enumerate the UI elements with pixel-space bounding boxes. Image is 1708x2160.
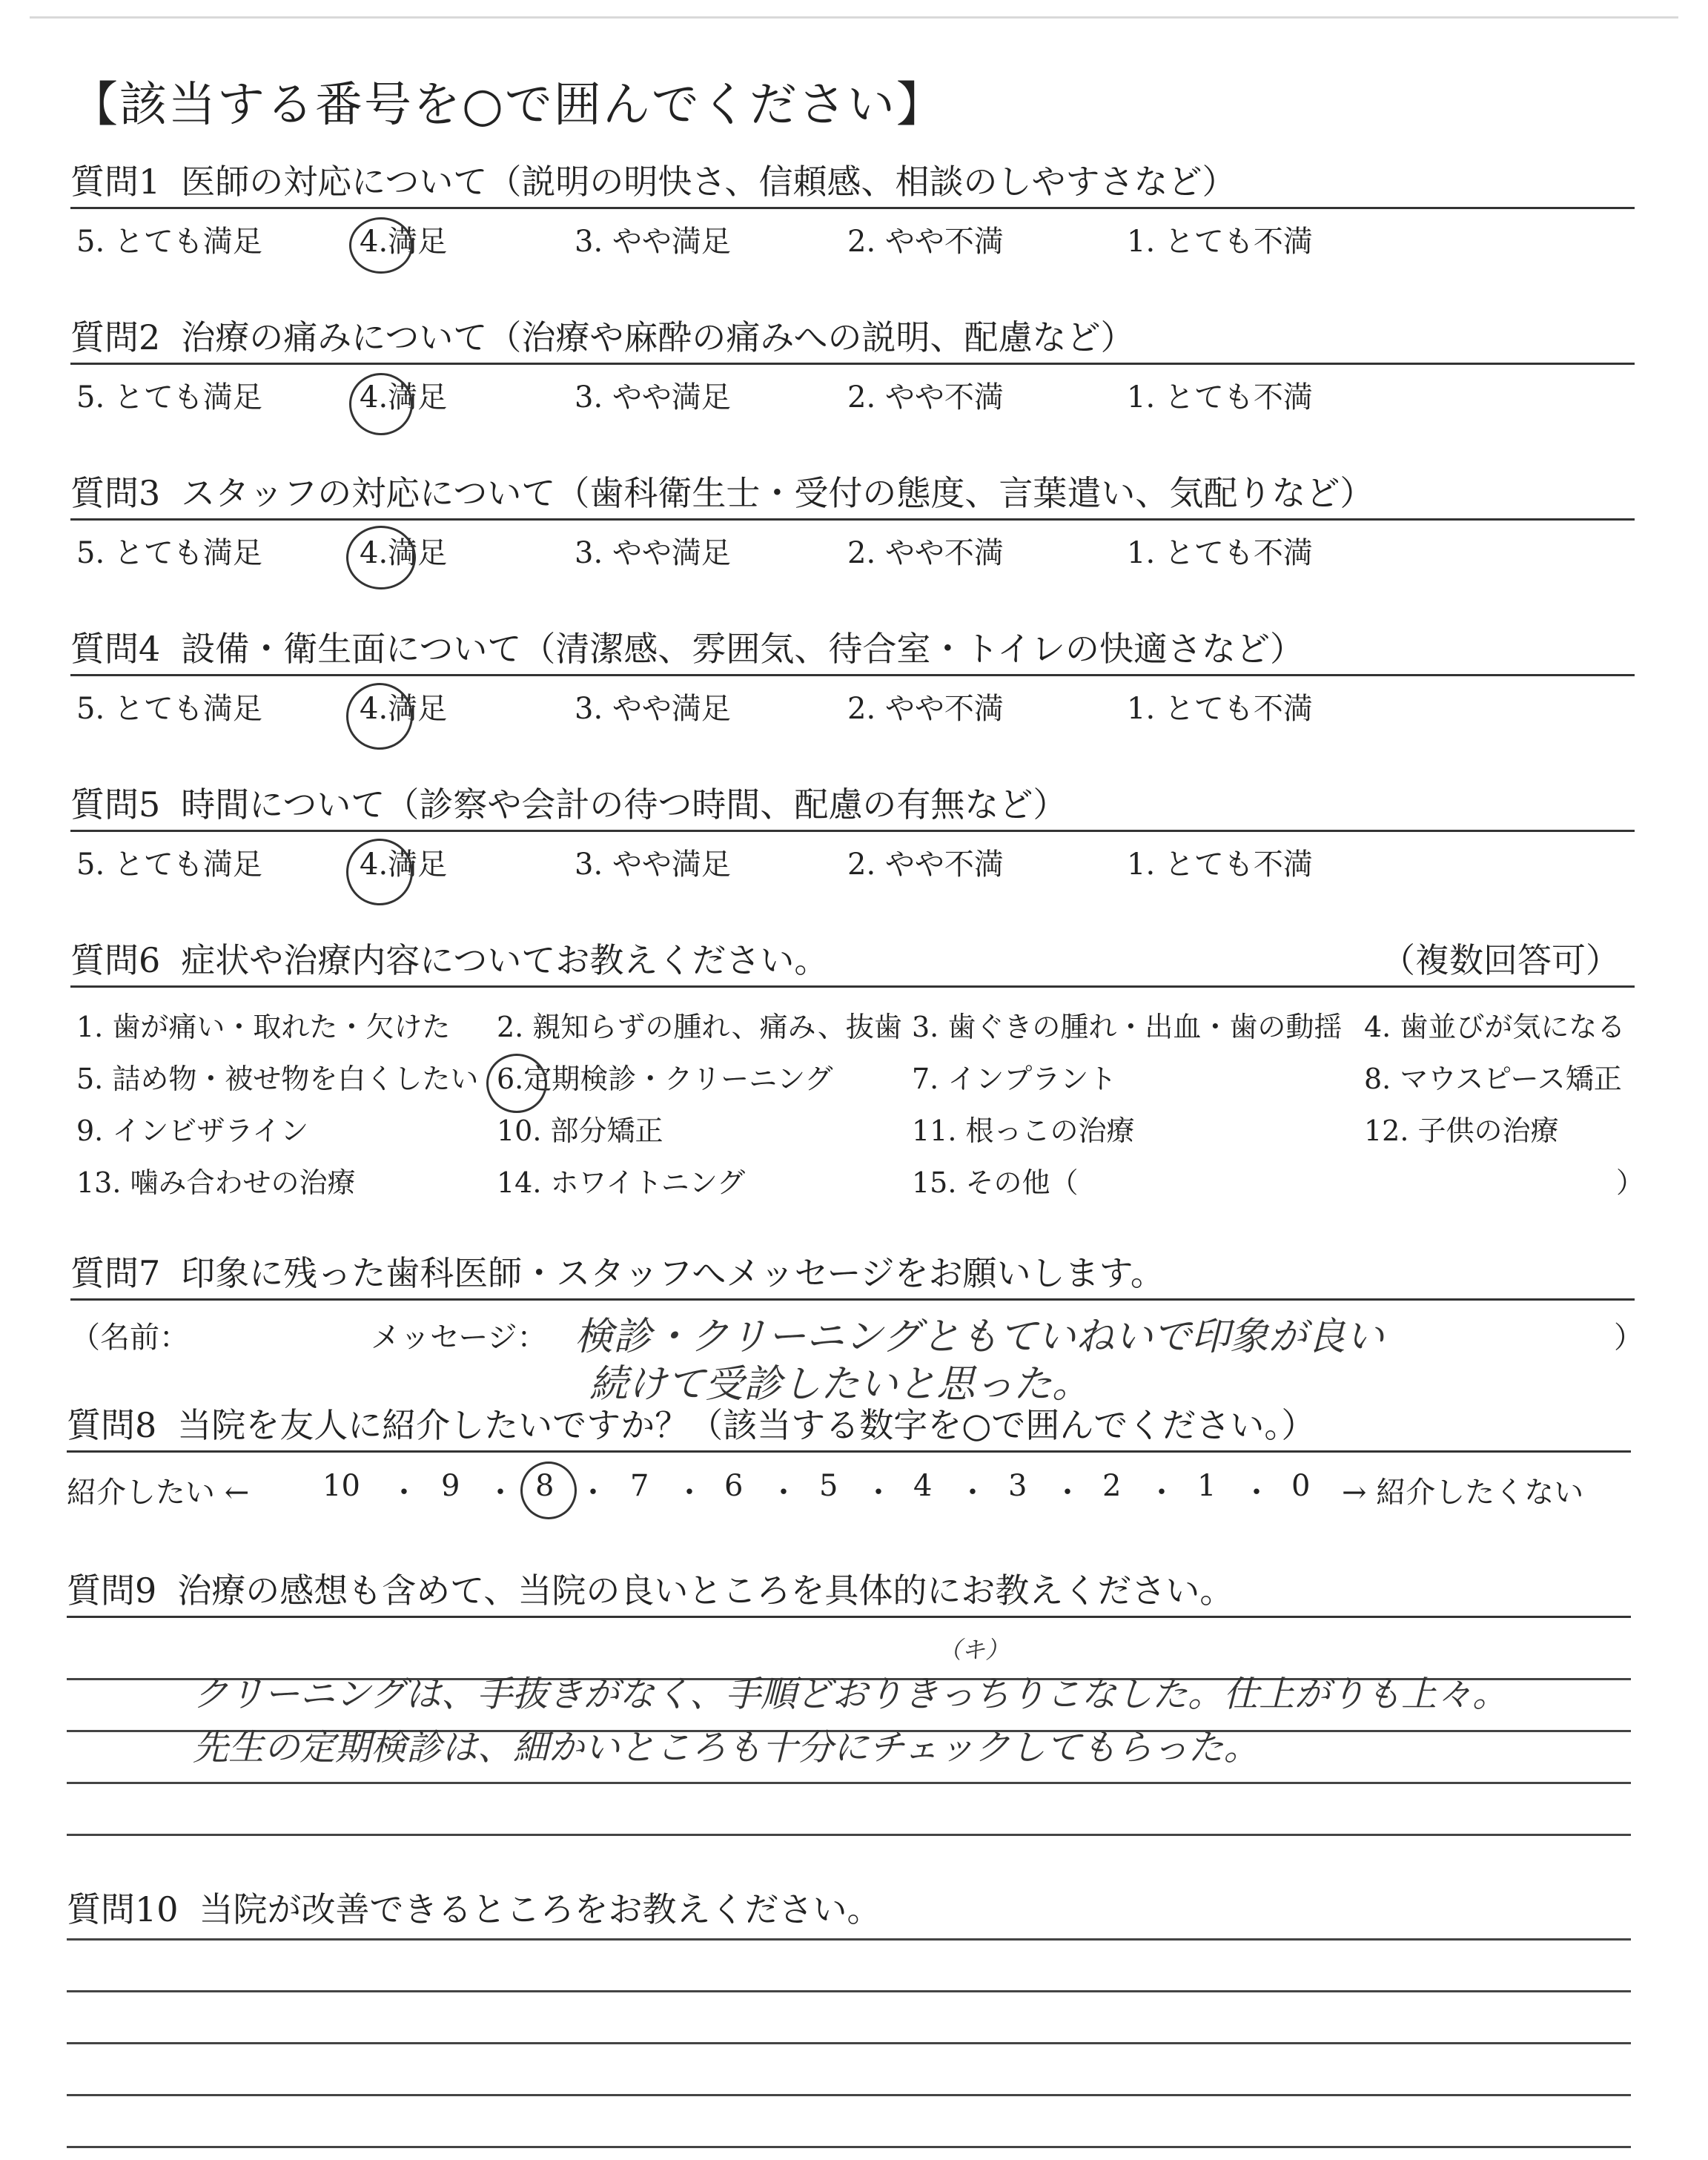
treatment-option-12[interactable]: 12. 子供の治療: [1364, 1114, 1559, 1148]
message-area: [70, 1301, 1644, 1407]
recommend-scale: [67, 1453, 1631, 1519]
instruction-header: 【該当する番号を○で囲んでください】: [70, 78, 945, 133]
option-1[interactable]: 1. とても不満: [1127, 380, 1313, 415]
question-number: 質問7: [70, 1253, 161, 1293]
option-3[interactable]: 3. やや満足: [575, 536, 731, 571]
question-2: [70, 317, 1635, 417]
rating-options: [70, 521, 1635, 572]
scale-point[interactable]: 1: [1197, 1469, 1217, 1504]
scale-separator: ・: [958, 1476, 987, 1510]
option-label: 満足: [388, 848, 448, 882]
question-text: 印象に残った歯科医師・スタッフへメッセージをお願いします。: [181, 1253, 1165, 1293]
scale-point[interactable]: 5: [819, 1469, 838, 1504]
option-label: 満足: [388, 225, 448, 260]
option-4-selected[interactable]: [360, 529, 447, 572]
option-5[interactable]: 5. とても満足: [76, 380, 262, 415]
option-number: 4.: [360, 380, 388, 415]
question-number: 質問10: [67, 1889, 179, 1929]
scale-separator: ・: [675, 1476, 704, 1510]
option-number: 6.: [497, 1063, 524, 1096]
treatment-option-4[interactable]: 4. 歯並びが気になる: [1364, 1011, 1626, 1044]
question-number: 質問4: [70, 629, 161, 669]
question-title: [70, 473, 1635, 521]
question-9: [67, 1571, 1631, 1852]
option-3[interactable]: 3. やや満足: [575, 692, 731, 727]
scale-point-selected[interactable]: [535, 1469, 554, 1503]
message-close-paren: ）: [1614, 1321, 1644, 1355]
option-number: 4.: [360, 536, 388, 571]
option-5[interactable]: 5. とても満足: [76, 536, 262, 571]
scale-number: 8: [535, 1469, 555, 1504]
question-number: 質問9: [67, 1571, 157, 1611]
treatment-option-14[interactable]: 14. ホワイトニング: [497, 1166, 746, 1200]
rating-options: [70, 832, 1635, 884]
option-label: 満足: [388, 692, 448, 727]
option-2[interactable]: 2. やや不満: [847, 536, 1004, 571]
option-5[interactable]: 5. とても満足: [76, 692, 262, 727]
answer-line: [67, 1938, 1631, 1941]
question-title: [70, 940, 1635, 988]
rating-options: [70, 365, 1635, 417]
question-title: [67, 1405, 1631, 1453]
question-text: 設備・衛生面について（清潔感、雰囲気、待合室・トイレの快適さなど）: [181, 629, 1305, 669]
scale-point[interactable]: 0: [1291, 1469, 1311, 1504]
treatment-option-5[interactable]: 5. 詰め物・被せ物を白くしたい: [76, 1063, 479, 1096]
option-4-selected[interactable]: [360, 218, 447, 260]
multiple-answer-note: （複数回答可）: [1381, 940, 1620, 980]
scale-separator: ・: [864, 1476, 893, 1510]
scale-point[interactable]: 4: [913, 1469, 933, 1504]
message-label: メッセージ：: [371, 1321, 547, 1355]
selection-circle: [346, 526, 416, 589]
selection-circle: [349, 217, 413, 274]
question-5: [70, 785, 1635, 884]
question-text: スタッフの対応について（歯科衛生士・受付の態度、言葉遣い、気配りなど）: [181, 473, 1374, 513]
treatment-option-15[interactable]: 15. その他（: [912, 1166, 1079, 1200]
handwritten-message-line-1: 検診・クリーニングともていねいで印象が良い: [575, 1315, 1385, 1360]
option-2[interactable]: 2. やや不満: [847, 848, 1004, 882]
scale-left-label: 紹介したい ←: [67, 1476, 250, 1510]
answer-line: [67, 2094, 1631, 2096]
answer-line: [67, 1834, 1631, 1836]
question-text: 医師の対応について（説明の明快さ、信頼感、相談のしやすさなど）: [181, 162, 1237, 202]
scale-point[interactable]: 2: [1102, 1469, 1122, 1504]
question-number: 質問6: [70, 940, 161, 980]
option-1[interactable]: 1. とても不満: [1127, 225, 1313, 260]
question-8: [67, 1405, 1631, 1519]
option-5[interactable]: 5. とても満足: [76, 848, 262, 882]
name-label: （名前：: [70, 1321, 189, 1355]
treatment-options: [70, 988, 1645, 1203]
option-label: 満足: [388, 380, 448, 415]
rating-options: [70, 209, 1635, 261]
scale-separator: ・: [769, 1476, 798, 1510]
question-text: 症状や治療内容についてお教えください。: [181, 940, 829, 980]
option-3[interactable]: 3. やや満足: [575, 225, 731, 260]
scale-point[interactable]: 10: [322, 1469, 360, 1504]
option-label: 定期検診・クリーニング: [523, 1063, 833, 1096]
question-title: [70, 317, 1635, 365]
treatment-option-3[interactable]: 3. 歯ぐきの腫れ・出血・歯の動揺: [912, 1011, 1343, 1044]
handwritten-annotation: （キ）: [938, 1636, 1010, 1664]
other-close-paren: ）: [1616, 1166, 1645, 1200]
scale-separator: ・: [389, 1476, 419, 1510]
question-number: 質問2: [70, 317, 161, 357]
handwritten-message-line-2: 続けて受診したいと思った。: [589, 1362, 1091, 1407]
question-10: [67, 1889, 1631, 2156]
question-title: [70, 629, 1635, 676]
selection-circle: [520, 1462, 577, 1519]
treatment-option-7[interactable]: 7. インプラント: [912, 1063, 1117, 1096]
scale-point[interactable]: 9: [441, 1469, 460, 1504]
answer-line: [67, 1782, 1631, 1784]
selection-circle: [346, 839, 413, 905]
option-2[interactable]: 2. やや不満: [847, 692, 1004, 727]
question-number: 質問1: [70, 162, 161, 202]
question-1: [70, 162, 1635, 261]
scale-point[interactable]: 7: [630, 1469, 649, 1504]
treatment-option-13[interactable]: 13. 噛み合わせの治療: [76, 1166, 356, 1200]
treatment-option-10[interactable]: 10. 部分矯正: [497, 1114, 663, 1148]
option-4-selected[interactable]: [360, 841, 447, 883]
answer-line: [67, 1990, 1631, 1992]
question-title: [70, 162, 1635, 209]
option-1[interactable]: 1. とても不満: [1127, 536, 1313, 571]
question-text: 時間について（診察や会計の待つ時間、配慮の有無など）: [181, 785, 1068, 825]
top-border: [30, 16, 1678, 19]
option-3[interactable]: 3. やや満足: [575, 848, 731, 882]
treatment-option-9[interactable]: 9. インビザライン: [76, 1114, 309, 1148]
selection-circle: [486, 1054, 547, 1113]
handwritten-answer-line-1: クリーニングは、手抜きがなく、手順どおりきっちりこなした。仕上がりも上々。: [193, 1674, 1509, 1715]
treatment-option-1[interactable]: 1. 歯が痛い・取れた・欠けた: [76, 1011, 451, 1044]
treatment-option-8[interactable]: 8. マウスピース矯正: [1364, 1063, 1622, 1096]
option-number: 4.: [360, 225, 388, 260]
question-text: 治療の感想も含めて、当院の良いところを具体的にお教えください。: [177, 1571, 1234, 1611]
scale-separator: ・: [1053, 1476, 1082, 1510]
question-6: [70, 940, 1645, 1203]
scale-separator: ・: [1242, 1476, 1271, 1510]
answer-line: [67, 2146, 1631, 2148]
scale-separator: ・: [486, 1476, 515, 1510]
treatment-option-11[interactable]: 11. 根っこの治療: [912, 1114, 1135, 1148]
scale-separator: ・: [1147, 1476, 1176, 1510]
option-1[interactable]: 1. とても不満: [1127, 848, 1313, 882]
question-text: 当院を友人に紹介したいですか？（該当する数字を○で囲んでください。）: [177, 1405, 1316, 1445]
question-title: [70, 785, 1635, 832]
option-4-selected[interactable]: [360, 685, 447, 727]
option-5[interactable]: 5. とても満足: [76, 225, 262, 260]
scale-point[interactable]: 3: [1008, 1469, 1027, 1504]
question-text: 治療の痛みについて（治療や麻酔の痛みへの説明、配慮など）: [181, 317, 1135, 357]
question-title: [70, 1253, 1635, 1301]
option-3[interactable]: 3. やや満足: [575, 380, 731, 415]
scale-right-label: → 紹介したくない: [1342, 1476, 1584, 1510]
question-text: 当院が改善できるところをお教えください。: [199, 1889, 881, 1929]
option-number: 4.: [360, 848, 388, 882]
answer-line: [67, 2042, 1631, 2044]
question-number: 質問5: [70, 785, 161, 825]
option-2[interactable]: 2. やや不満: [847, 225, 1004, 260]
rating-options: [70, 676, 1635, 728]
selection-circle: [346, 683, 413, 750]
question-3: [70, 473, 1635, 572]
question-title: [67, 1889, 1631, 1935]
option-2[interactable]: 2. やや不満: [847, 380, 1004, 415]
option-label: 満足: [388, 536, 448, 571]
option-1[interactable]: 1. とても不満: [1127, 692, 1313, 727]
option-4-selected[interactable]: [360, 374, 447, 416]
scale-separator: ・: [578, 1476, 608, 1510]
question-number: 質問3: [70, 473, 161, 513]
scale-point[interactable]: 6: [724, 1469, 744, 1504]
option-number: 4.: [360, 692, 388, 727]
question-4: [70, 629, 1635, 728]
question-title: [67, 1571, 1631, 1618]
treatment-option-6-selected[interactable]: [497, 1056, 833, 1097]
selection-circle: [349, 373, 413, 435]
handwritten-answer-line-2: 先生の定期検診は、細かいところも十分にチェックしてもらった。: [193, 1727, 1260, 1768]
question-number: 質問8: [67, 1405, 157, 1445]
treatment-option-2[interactable]: 2. 親知らずの腫れ、痛み、抜歯: [497, 1011, 902, 1044]
question-7: [70, 1253, 1644, 1407]
